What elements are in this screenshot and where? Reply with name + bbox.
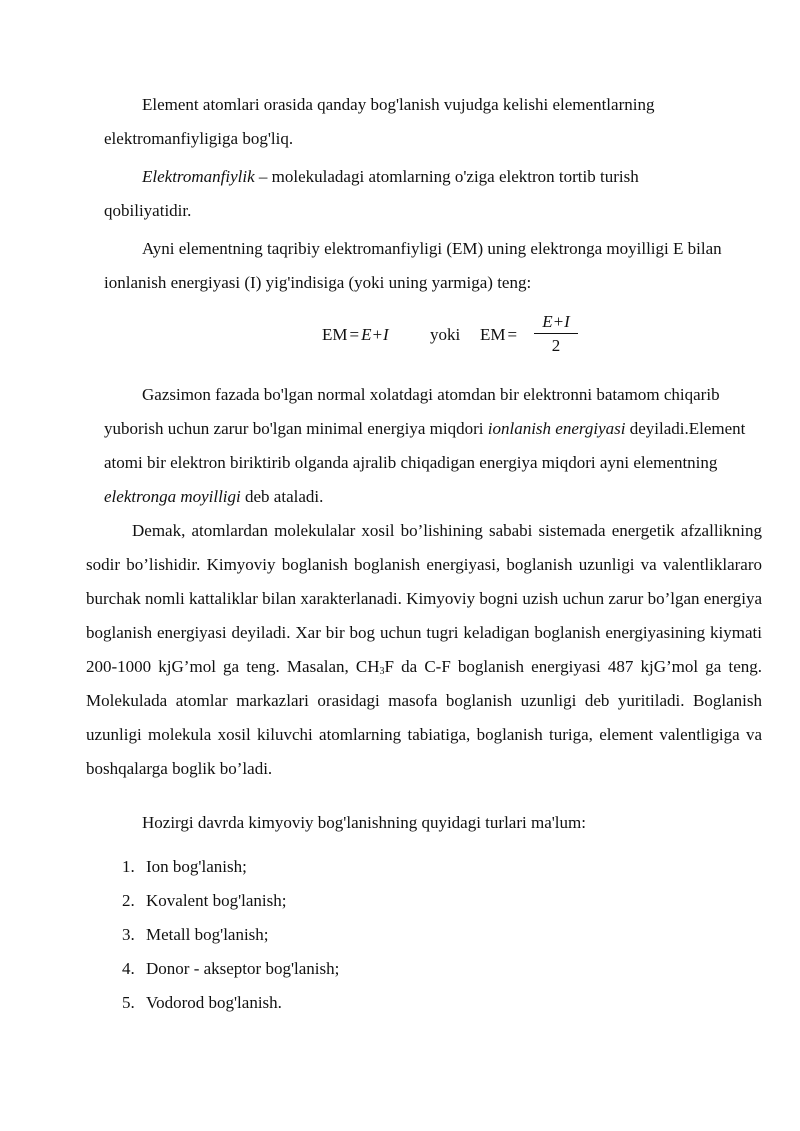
paragraph-text: F da C-F boglanish energiyasi 487 kjG’mol ga teng. Molekulada atomlar markazlari orasidagi masofa boglanish uzunligi deb yuritiladi. Boglanish uzunligi molekula xosil kiluvchi atomlarning tabiatiga, boglanish turiga, element valentligiga va boshqalarga boglik bo’ladi. xyxy=(86,657,762,778)
list-item xyxy=(122,918,339,952)
paragraph-bond-types-intro xyxy=(104,806,724,840)
paragraph-text: deyiladi.Element atomi bir elektron biriktirib olganda ajralib chiqadigan energiya miqdori ayni elementning xyxy=(104,419,746,472)
list-number: 1. xyxy=(122,857,135,876)
list-item xyxy=(122,986,339,1020)
formula-lhs: EM xyxy=(322,325,348,344)
bond-types-list xyxy=(122,850,339,1020)
paragraph-text: – molekuladagi atomlarning o'ziga elektron tortib turish qobiliyatidir. xyxy=(104,167,639,220)
list-number: 2. xyxy=(122,891,135,910)
fraction-denominator: 2 xyxy=(551,336,561,355)
paragraph-em-formula-intro xyxy=(104,232,744,300)
fraction-numerator: E+I xyxy=(534,311,578,334)
list-number: 3. xyxy=(122,925,135,944)
formula-yoki: yoki xyxy=(430,325,461,344)
list-text: Vodorod bog'lanish. xyxy=(146,993,282,1012)
paragraph-text: Hozirgi davrda kimyoviy bog'lanishning quyidagi turlari ma'lum: xyxy=(142,813,586,832)
paragraph-text: Ayni elementning taqribiy elektromanfiyligi (EM) uning elektronga moyilligi E bilan ionlanish energiyasi (I) yig'indisiga (yoki uning yarmiga) teng: xyxy=(104,239,722,292)
paragraph-bond-energy xyxy=(86,514,762,786)
paragraph-text: Element atomlari orasida qanday bog'lanish vujudga kelishi elementlarning elektromanfiyligiga bog'liq. xyxy=(104,95,655,148)
paragraph-text: deb ataladi. xyxy=(240,487,324,506)
term-elektromanfiylik: Elektromanfiylik xyxy=(142,167,255,186)
list-number: 5. xyxy=(122,993,135,1012)
list-number: 4. xyxy=(122,959,135,978)
paragraph-ionization-energy xyxy=(104,378,754,514)
formula-equals-2: = xyxy=(507,325,518,344)
list-text: Metall bog'lanish; xyxy=(146,925,269,944)
list-item xyxy=(122,850,339,884)
list-text: Donor - akseptor bog'lanish; xyxy=(146,959,340,978)
list-item xyxy=(122,884,339,918)
formula-fraction xyxy=(534,311,578,358)
formula-equals: = xyxy=(349,325,360,344)
term-elektronga-moyilligi: elektronga moyilligi xyxy=(104,487,241,506)
subscript-3: 3 xyxy=(379,666,385,677)
formula-lhs-2: EM xyxy=(480,325,506,344)
paragraph-text: Demak, atomlardan molekulalar xosil bo’lishining sababi sistemada energetik afzallikning sodir bo’lishidir. Kimyoviy boglanish boglanish energiyasi, boglanish uzunligi va valentliklararo burchak nomli kattaliklar bilan xarakterlanadi. Kimyoviy bogni uzish uchun zarur bo’lgan energiya boglanish energiyasi deyiladi. Xar bir bog uchun tugri keladigan boglanish energiyasining kiymati 200-1000 kjG’mol ga teng. Masalan, CH xyxy=(86,521,762,676)
term-ionlanish-energiyasi: ionlanish energiyasi xyxy=(487,419,626,438)
list-item xyxy=(122,952,339,986)
paragraph-electronegativity-intro xyxy=(104,88,724,156)
em-formula xyxy=(322,311,622,371)
formula-expression: E+I xyxy=(361,325,389,344)
list-text: Ion bog'lanish; xyxy=(146,857,247,876)
list-text: Kovalent bog'lanish; xyxy=(146,891,287,910)
paragraph-text: Gazsimon fazada bo'lgan normal xolatdagi atomdan bir elektronni batamom chiqarib yuborish uchun zarur bo'lgan minimal energiya miqdori xyxy=(104,385,720,438)
paragraph-definition xyxy=(104,160,724,228)
